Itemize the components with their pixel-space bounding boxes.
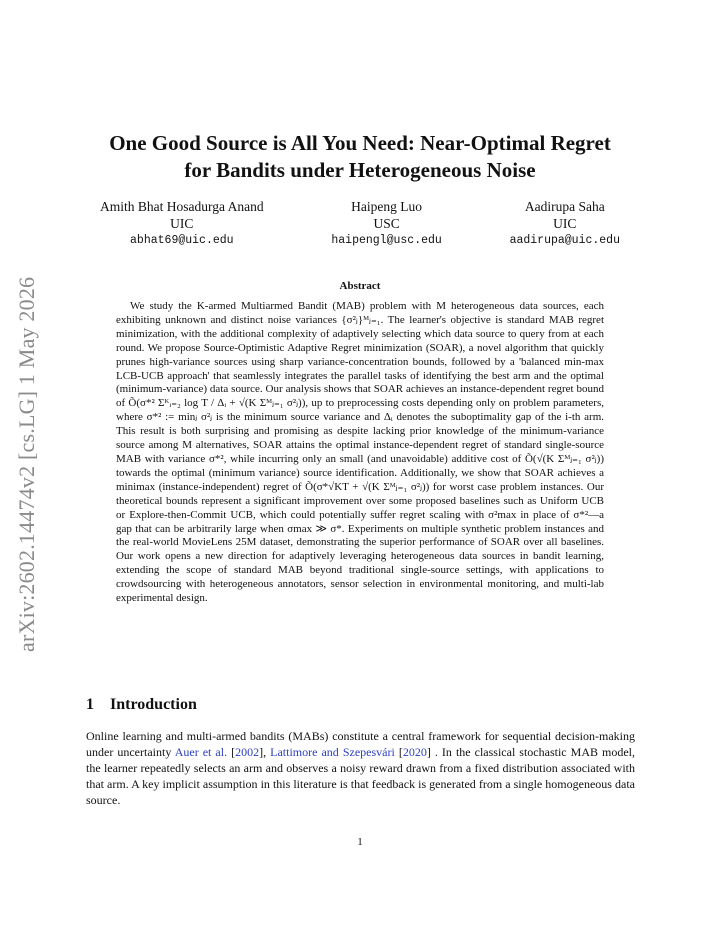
citation-separator: ,: [263, 745, 271, 759]
author-email: abhat69@uic.edu: [130, 234, 234, 247]
abstract-heading: Abstract: [339, 280, 381, 292]
author-affiliation: UIC: [553, 216, 577, 231]
citation-lattimore[interactable]: Lattimore and Szepesvári: [270, 745, 395, 759]
author-affiliation: UIC: [170, 216, 194, 231]
author-email: haipengl@usc.edu: [331, 234, 442, 247]
citation-auer[interactable]: Auer et al.: [174, 745, 228, 759]
section-heading: [86, 696, 197, 714]
author-name: Haipeng Luo: [351, 199, 423, 214]
citation-lattimore-year[interactable]: 2020: [402, 745, 427, 759]
author-3: [510, 198, 620, 249]
abstract-body: [116, 300, 604, 606]
citation-auer-year[interactable]: 2002: [235, 745, 260, 759]
author-block: [100, 198, 620, 249]
arxiv-sidebar-stamp: arXiv:2602.14474v2 [cs.LG] 1 May 2026: [14, 276, 39, 652]
abstract-paragraph: We study the K-armed Multiarmed Bandit (MAB) problem with M heterogeneous data sources, each exhibiting unknown and distinct noise variances {σ²ⱼ}ᴹⱼ₌₁. The learner's objective is standard MAB regret minimization, with the additional complexity of adaptively selecting which data source to query from at each round. We propose Source-Optimistic Adaptive Regret minimization (SOAR), a novel algorithm that quickly prunes high-variance sources using sharp variance-concentration bounds, followed by a 'balanced min-max LCB-UCB approach' that seamlessly integrates the parallel tasks of identifying the best arm and the optimal (minimum-variance) data source. Our analysis shows that SOAR achieves an instance-dependent regret bound of Õ(σ*² Σᴷᵢ₌₂ log T / Δᵢ + √(K Σᴹⱼ₌₁ σ²ⱼ)), up to preprocessing costs depending only on problem parameters, where σ*² := minⱼ σ²ⱼ is the minimum source variance and Δᵢ denotes the suboptimality gap of the i-th arm. This result is both surprising and promising as despite lacking prior knowledge of the minimum-variance source among M alternatives, SOAR attains the optimal instance-dependent regret of standard single-source MAB with variance σ*², while incurring only an small (and unavoidable) additive cost of Õ(√(K Σᴹⱼ₌₁ σ²ⱼ)) towards the optimal (minimum variance) source identification. Additionally, we show that SOAR achieves a minimax (instance-independent) regret of Õ(σ*√KT + √(K Σᴹⱼ₌₁ σ²ⱼ)) for worst case problem instances. Our theoretical bounds represent a significant improvement over some proposed baselines such as Uniform UCB or Explore-then-Commit UCB, which could potentially suffer regret scaling with σ²max in place of σ*²—a gap that can be arbitrarily large when σmax ≫ σ*. Experiments on multiple synthetic problem instances and the real-world MovieLens 25M dataset, demonstrating the superior performance of SOAR over all baselines. Our work opens a new direction for adaptively leveraging heterogeneous data sources in bandit learning, extending the scope of standard MAB beyond traditional single-source settings, with applications to crowdsourcing with heterogeneous annotators, sensor selection in environmental monitoring, and multi-lab experimental design.: [116, 300, 604, 605]
title-line-2: for Bandits under Heterogeneous Noise: [184, 158, 536, 182]
section-number: 1: [86, 696, 94, 713]
section-title: Introduction: [110, 696, 197, 713]
author-affiliation: USC: [373, 216, 400, 231]
intro-text-after: . In the classical stochastic MAB model, the learner repeatedly selects an arm and observes a noisy reward drawn from a fixed distribution associated with that arm. A key implicit assumption in this literature is that feedback is generated from a single homogeneous data source.: [86, 745, 636, 807]
intro-text-before: Online learning and multi-armed bandits (MABs) constitute a central framework for sequential decision-making under uncertainty: [86, 729, 635, 759]
page-number: 1: [357, 836, 363, 848]
paper-title: [80, 130, 640, 184]
title-line-1: One Good Source is All You Need: Near-Optimal Regret: [109, 131, 611, 155]
author-2: [331, 198, 441, 249]
author-1: [100, 198, 264, 249]
author-email: aadirupa@uic.edu: [509, 234, 620, 247]
author-name: Aadirupa Saha: [524, 199, 605, 214]
intro-paragraph: Online learning and multi-armed bandits (MABs) constitute a central framework for sequential decision-making under uncertainty Auer et al. [2002], Lattimore and Szepesvári [2020] . In the classical stochastic MAB model, the learner repeatedly selects an arm and observes a noisy reward drawn from a fixed distribution associated with that arm. A key implicit assumption in this literature is that feedback is generated from a single homogeneous data source.: [86, 729, 636, 807]
author-name: Amith Bhat Hosadurga Anand: [100, 199, 264, 214]
